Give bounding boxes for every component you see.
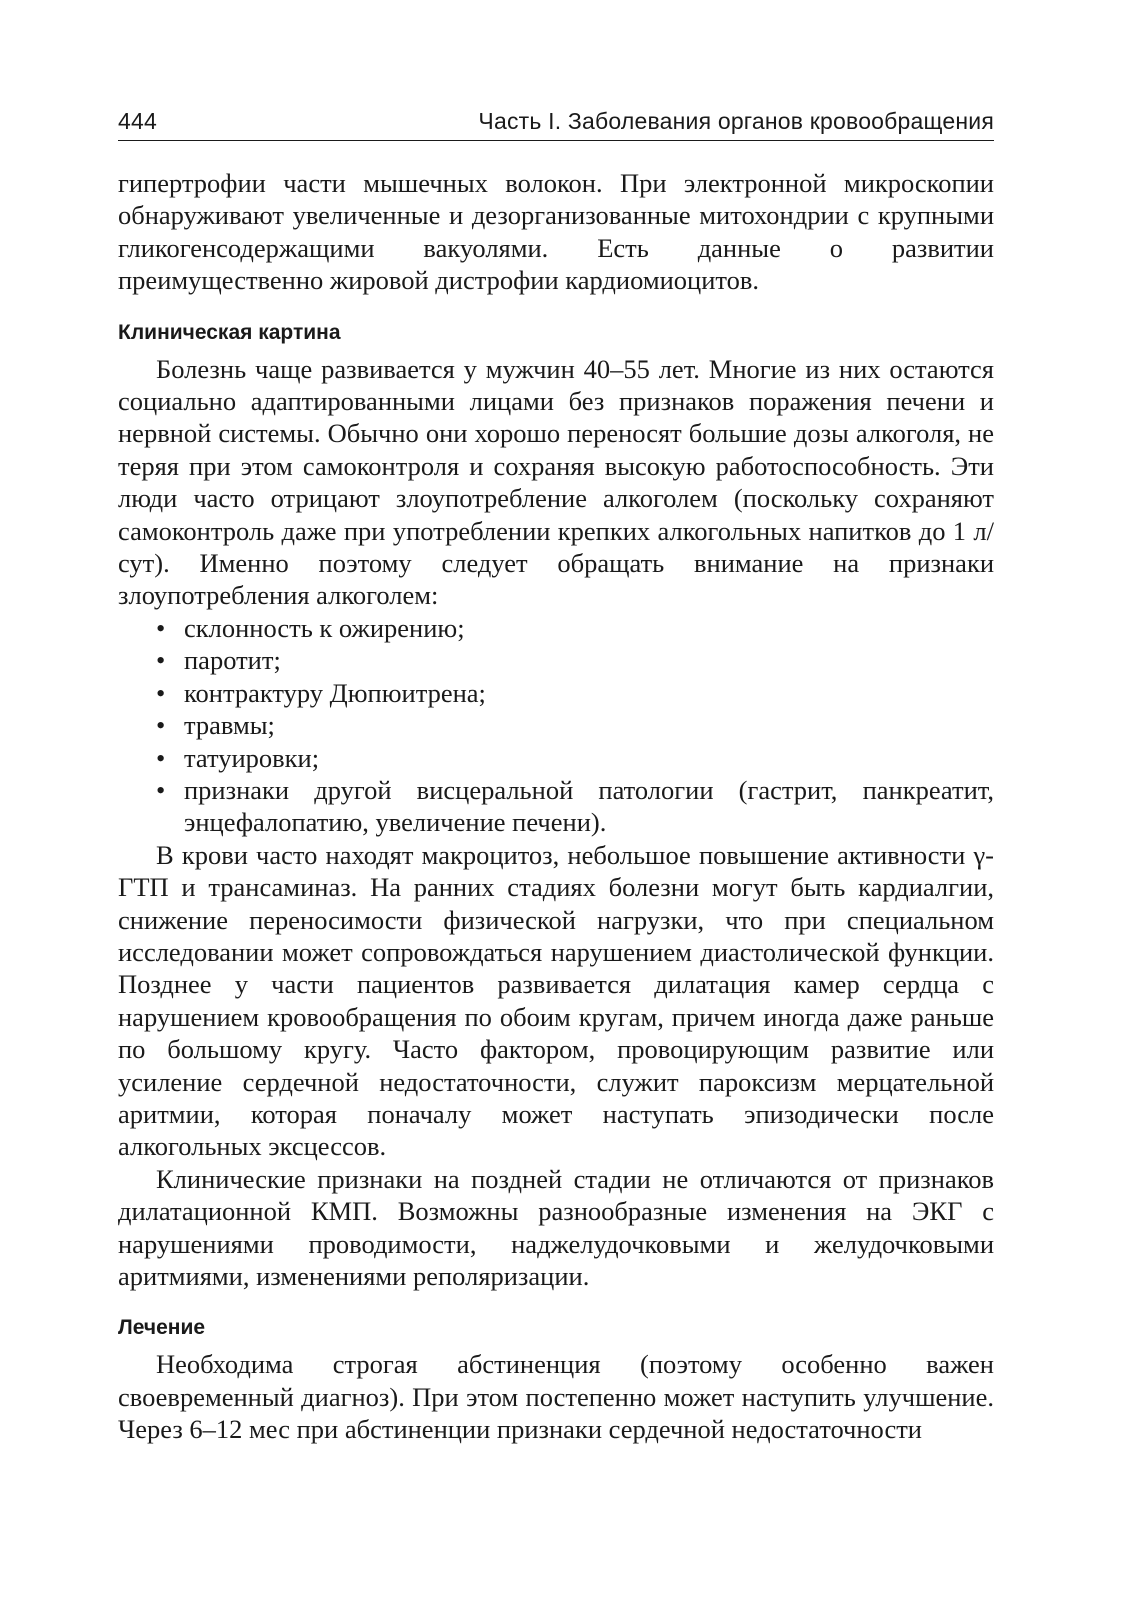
bullet-item: • паротит;: [156, 644, 994, 676]
body-text: [118, 167, 994, 1446]
bullet-item: • склонность к ожирению;: [156, 612, 994, 644]
paragraph-5: Необходима строгая абстиненция (поэтому особенно важен своевременный диагноз). При этом постепенно может наступить улучшение. Через 6–12 мес при абстиненции признаки сердечной недостаточности: [118, 1349, 994, 1445]
paragraph-4: Клинические признаки на поздней стадии не отличаются от признаков дилатационной КМП. Возможны разнообразные изменения на ЭКГ с нарушениями проводимости, наджелудочковыми и желудочковыми аритмиями, изменениями реполяризации.: [118, 1163, 994, 1291]
book-page: [118, 106, 994, 1446]
page-number: 444: [118, 108, 157, 134]
paragraph-3: В крови часто находят макроцитоз, небольшое повышение активности γ-ГТП и трансаминаз. На ранних стадиях болезни могут быть кардиалгии, снижение переносимости физической нагрузки, что при специальном исследовании может сопровождаться нарушением диастолической функции. Позднее у части пациентов развивается дилатация камер сердца с нарушением кровообращения по обоим кругам, причем иногда даже раньше по большому кругу. Часто фактором, провоцирующим развитие или усиление сердечной недостаточности, служит пароксизм мерцательной аритмии, которая поначалу может наступать эпизодически после алкогольных эксцессов.: [118, 839, 994, 1162]
bullet-item: • татуировки;: [156, 742, 994, 774]
bullet-item: • контрактуру Дюпюитрена;: [156, 677, 994, 709]
paragraph-1: гипертрофии части мышечных волокон. При электронной микроскопии обнаруживают увеличенные и дезорганизованные митохондрии с крупными гликогенсодержащими вакуолями. Есть данные о развитии преимущественно жировой дистрофии кардиомиоцитов.: [118, 168, 994, 296]
bullet-item: • признаки другой висцеральной патологии (гастрит, панкреатит, энцефалопатию, увеличение печени).: [156, 774, 994, 839]
section-heading-clinical: Клиническая картина: [118, 320, 341, 344]
paragraph-2: Болезнь чаще развивается у мужчин 40–55 лет. Многие из них остаются социально адаптированными лицами без признаков поражения печени и нервной системы. Обычно они хорошо переносят большие дозы алкоголя, не теряя при этом самоконтроля и сохраняя высокую работоспособность. Эти люди часто отрицают злоупотребление алкоголем (поскольку сохраняют самоконтроль даже при употреблении крепких алкогольных напитков до 1 л/сут). Именно поэтому следует обращать внимание на признаки злоупотребления алкоголем:: [118, 353, 994, 611]
bullet-item: • травмы;: [156, 709, 994, 741]
section-heading-treatment: Лечение: [118, 1316, 206, 1340]
running-title: Часть I. Заболевания органов кровообращения: [478, 108, 994, 134]
running-header: [118, 106, 994, 141]
bullet-list: [118, 612, 994, 839]
